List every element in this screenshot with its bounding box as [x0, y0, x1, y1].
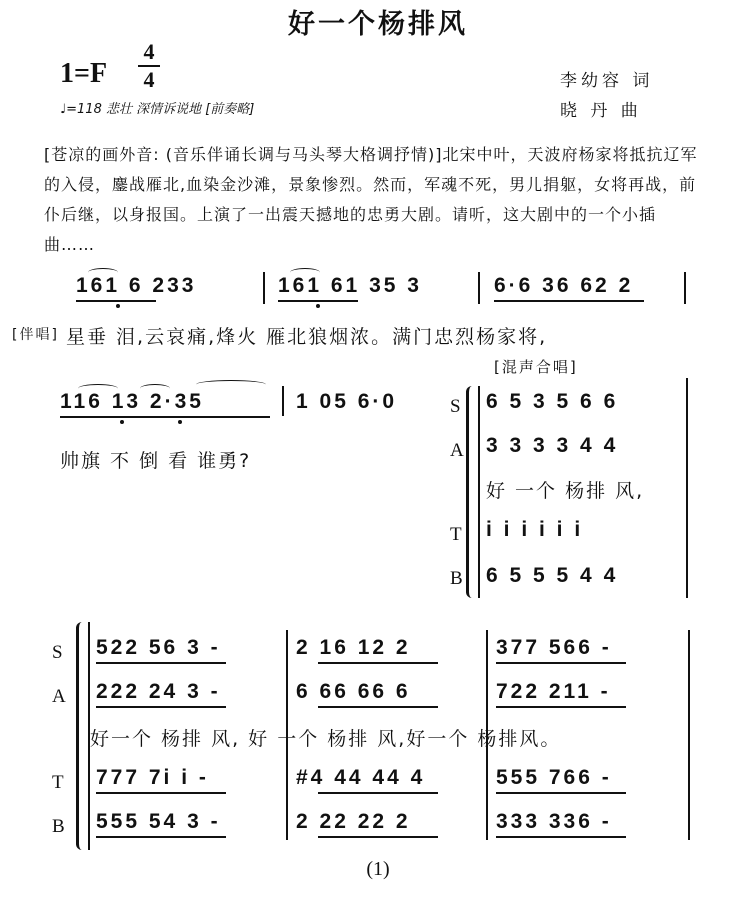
voice-label-soprano: S — [52, 642, 63, 663]
accompaniment-label: [伴唱] — [12, 327, 59, 343]
chorus-tenor: i i i i i i — [486, 518, 584, 541]
soprano-measure1: 522 56 3 - — [96, 636, 221, 659]
underline-beam — [496, 662, 626, 664]
bass-measure2: 2 22 22 2 — [296, 810, 411, 833]
chorus-label: [混声合唱] — [494, 358, 578, 376]
intro-narration: [苍凉的画外音: (音乐伴诵长调与马头琴大格调抒情)]北宋中叶，天波府杨家将抵抗辽军的入侵，鏖战雁北,血染金沙滩，景象惨烈。然而，军魂不死，男儿捐躯，女将再战，前仆后继，以身报国。上演了一出震天撼地的忠勇大剧。请听，这大剧中的一个小插曲…… — [44, 145, 698, 254]
bass-measure3: 333 336 - — [496, 810, 612, 833]
barline — [478, 386, 480, 598]
underline-beam — [76, 300, 156, 302]
tempo-marking: ♩=118 悲壮 深情诉说地 [前奏略] — [60, 102, 255, 117]
slur — [196, 380, 266, 389]
composer-credit: 晓 丹 曲 — [560, 101, 642, 121]
underline-beam — [494, 300, 644, 302]
underline-beam — [318, 706, 438, 708]
slur — [78, 384, 118, 393]
line2-measure1: 116 13 2·35 — [60, 390, 204, 413]
barline — [282, 386, 284, 416]
tenor-measure2: #4 44 44 4 — [296, 766, 426, 789]
underline-beam — [96, 662, 226, 664]
underline-beam — [318, 662, 438, 664]
underline-beam — [496, 792, 626, 794]
time-signature-bottom: 4 — [143, 67, 155, 92]
alto-measure1: 222 24 3 - — [96, 680, 221, 703]
time-signature-top: 4 — [143, 39, 155, 64]
barline — [688, 630, 690, 840]
chorus-bass: 6 5 5 5 4 4 — [486, 564, 619, 587]
lyricist-credit: 李幼容 词 — [560, 71, 654, 91]
tenor-measure1: 777 7i i - — [96, 766, 209, 789]
system-bracket — [466, 386, 477, 598]
slur — [88, 268, 118, 277]
soprano-measure3: 377 566 - — [496, 636, 612, 659]
line1-measure3: 6·6 36 62 2 — [494, 274, 634, 297]
underline-beam — [496, 836, 626, 838]
key-signature: 1=F — [60, 58, 108, 89]
underline-beam — [96, 706, 226, 708]
low-octave-dot — [116, 304, 120, 308]
line3-lyrics: 好一个 杨排 风, 好 一个 杨排 风,好一个 杨排风。 — [90, 728, 562, 750]
underline-beam — [60, 416, 270, 418]
barline — [478, 272, 480, 304]
voice-label-bass: B — [450, 568, 463, 589]
barline — [686, 378, 688, 598]
line2-lyrics: 帅旗 不 倒 看 谁勇? — [60, 450, 252, 472]
low-octave-dot — [120, 420, 124, 424]
soprano-measure2: 2 16 12 2 — [296, 636, 411, 659]
chorus-soprano: 6 5 3 5 6 6 — [486, 390, 619, 413]
underline-beam — [96, 792, 226, 794]
system-bracket — [76, 622, 87, 850]
low-octave-dot — [178, 420, 182, 424]
slur — [140, 384, 170, 393]
underline-beam — [496, 706, 626, 708]
page-number: (1) — [366, 858, 390, 880]
alto-measure3: 722 211 - — [496, 680, 611, 703]
underline-beam — [318, 836, 438, 838]
chorus-alto: 3 3 3 3 4 4 — [486, 434, 619, 457]
voice-label-alto: A — [450, 440, 464, 461]
voice-label-soprano: S — [450, 396, 461, 417]
voice-label-tenor: T — [450, 524, 462, 545]
underline-beam — [96, 836, 226, 838]
line1-measure1: 161 6 233 — [76, 274, 197, 297]
low-octave-dot — [316, 304, 320, 308]
slur — [290, 268, 320, 277]
barline — [263, 272, 265, 304]
line1-measure2: 161 61 35 3 — [278, 274, 422, 297]
voice-label-tenor: T — [52, 772, 64, 793]
time-signature — [136, 40, 162, 92]
underline-beam — [278, 300, 358, 302]
tenor-measure3: 555 766 - — [496, 766, 612, 789]
bass-measure1: 555 54 3 - — [96, 810, 221, 833]
chorus-lyrics: 好 一个 杨排 风, — [486, 480, 645, 502]
line2-measure2: 1 05 6·0 — [296, 390, 398, 413]
underline-beam — [318, 792, 438, 794]
alto-measure2: 6 66 66 6 — [296, 680, 411, 703]
line1-lyrics: 星垂 泪,云哀痛,烽火 雁北狼烟浓。满门忠烈杨家将, — [66, 326, 548, 348]
barline — [684, 272, 686, 304]
song-title: 好一个杨排风 — [288, 9, 468, 40]
voice-label-alto: A — [52, 686, 66, 707]
voice-label-bass: B — [52, 816, 65, 837]
